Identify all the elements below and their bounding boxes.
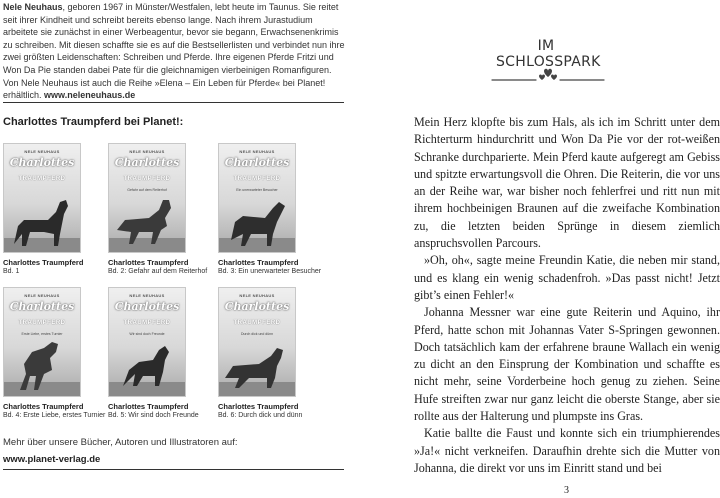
- bio-text: , geboren 1967 in Münster/Westfalen, lebt heute im Taunus. Sie reitet seit ihrer Kindheit und schreibt bereits ebenso lange. Nach ihrem Jurastudium arbeitete sie zunächst in einer Werbeagentur, bevor sie begann, Erwachsenenkrimis zu schreiben. Mit diesen schaffte sie es auf die Bestsellerlisten und verbindet nun ihre zwei größten Leidenschaften: Schreiben und Pferde. Ihre eigenen Pferde Fritzi und Won Da Pie standen dabei Pate für die gleichnamigen vierbeinigen Romanfiguren. Von Nele Neuhaus ist auch die Reihe »Elena – Ein Leben für Pferde« bei Planet! erhältlich.: [3, 2, 345, 101]
- book-subtitle: Bd. 2: Gefahr auf dem Reiterhof: [108, 268, 208, 275]
- paragraph: »Oh, oh«, sagte meine Freundin Katie, die neben mir stand, und es klang ein wenig schadenfroh. »Das passt nicht! Jetzt gibt’s einen Fehler!«: [414, 253, 720, 302]
- chapter-title: IM SCHLOSSPARK: [496, 38, 601, 70]
- cover-author: NELE NEUHAUS: [129, 293, 165, 298]
- book-title: Charlottes Traumpferd: [3, 402, 84, 411]
- cover-author: NELE NEUHAUS: [239, 149, 275, 154]
- book-cover: [3, 287, 81, 397]
- cover-volume: Wir sind doch Freunde: [129, 332, 165, 336]
- book-cover: [108, 143, 186, 253]
- divider-bottom: [3, 469, 344, 470]
- book-title: Charlottes Traumpferd: [218, 258, 299, 267]
- cover-author: NELE NEUHAUS: [129, 149, 165, 154]
- book-item[interactable]: [3, 287, 113, 420]
- page-number: 3: [564, 485, 569, 496]
- paragraph: Mein Herz klopfte bis zum Hals, als ich im Schritt unter dem Richterturm hindurchritt und Won Da Pie vor der rot-weißen Schranke durchparierte. Mein Pferd kaute aufgeregt am Gebiss und spitzte erwartungsvoll die Ohren. Die Reiterin, die vor uns an der Reihe war, war bisher noch fehlerfrei und ritt nun mit ihrem hochbeinigen Braunen auf die zweifache Kombination zu, die letzten beiden Sprünge in diesem ziemlich anspruchsvollen Parcours.: [414, 115, 720, 251]
- cover-subtitle: TRAUMPFERD: [233, 320, 281, 326]
- cover-subtitle: TRAUMPFERD: [233, 176, 281, 182]
- horse-illustration-icon: [4, 334, 80, 396]
- cover-title: Charlottes: [9, 156, 75, 169]
- paragraph: Katie ballte die Faust und konnte sich ein triumphierendes »Ja!« nicht verkneifen. Daraufhin drehte sich die Mutter von Johanna, die direkt vor uns im Einritt stand und bei: [414, 426, 720, 475]
- book-title: Charlottes Traumpferd: [218, 402, 299, 411]
- book-cover: [3, 143, 81, 253]
- book-subtitle: Bd. 4: Erste Liebe, erstes Turnier: [3, 412, 106, 419]
- cover-volume: Gefahr auf dem Reiterhof: [127, 188, 167, 192]
- book-cover: [218, 287, 296, 397]
- cover-title: Charlottes: [114, 300, 180, 313]
- book-subtitle: Bd. 6: Durch dick und dünn: [218, 412, 303, 419]
- cover-subtitle: TRAUMPFERD: [123, 176, 171, 182]
- chapter-body: [414, 114, 720, 477]
- cover-title: Charlottes: [224, 156, 290, 169]
- cover-author: NELE NEUHAUS: [24, 293, 60, 298]
- book-subtitle: Bd. 1: [3, 268, 20, 275]
- cover-title: Charlottes: [224, 300, 290, 313]
- book-item[interactable]: [108, 287, 218, 420]
- author-bio: [3, 1, 348, 102]
- book-title: Charlottes Traumpferd: [108, 258, 189, 267]
- cover-author: NELE NEUHAUS: [24, 149, 60, 154]
- book-cover: [218, 143, 296, 253]
- horse-illustration-icon: [219, 190, 295, 252]
- book-subtitle: Bd. 5: Wir sind doch Freunde: [108, 412, 199, 419]
- horse-illustration-icon: [219, 334, 295, 396]
- horse-illustration-icon: [4, 190, 80, 252]
- paragraph: Johanna Messner war eine gute Reiterin und Aquino, ihr Pferd, hatte schon mit Johannas Vater S-Springen gewonnen. Doch tatsächlich kam der erfahrene braune Wallach ein wenig zu dicht an den Einsprung der Kombination und schaffte es nicht mehr, seine Vorderbeine hoch genug zu ziehen. Seine Hufe streiften zwar nur ganz leicht die oberste Stange, aber sie rollte aus der Halterung und plumpste ins Gras.: [414, 305, 720, 424]
- cover-title: Charlottes: [114, 156, 180, 169]
- author-name: Nele Neuhaus: [3, 2, 63, 12]
- series-title: Charlottes Traumpferd bei Planet!:: [3, 116, 184, 128]
- book-item[interactable]: [218, 287, 328, 420]
- book-item[interactable]: [3, 143, 113, 276]
- right-page: [360, 0, 720, 498]
- cover-volume: Erste Liebe, erstes Turnier: [21, 332, 63, 336]
- cover-title: Charlottes: [9, 300, 75, 313]
- book-item[interactable]: [218, 143, 328, 276]
- horse-illustration-icon: [109, 190, 185, 252]
- publisher-website-link[interactable]: www.planet-verlag.de: [3, 454, 101, 465]
- cover-volume: Ein unerwarteter Besucher: [236, 188, 278, 192]
- cover-author: NELE NEUHAUS: [239, 293, 275, 298]
- more-info-text: Mehr über unsere Bücher, Autoren und Illustratoren auf:: [3, 437, 238, 448]
- cover-subtitle: TRAUMPFERD: [123, 320, 171, 326]
- horse-illustration-icon: [109, 334, 185, 396]
- cover-volume: Durch dick und dünn: [240, 332, 274, 336]
- divider-top: [3, 102, 344, 103]
- cover-subtitle: TRAUMPFERD: [18, 320, 66, 326]
- book-title: Charlottes Traumpferd: [108, 402, 189, 411]
- book-cover: [108, 287, 186, 397]
- cover-subtitle: TRAUMPFERD: [18, 176, 66, 182]
- book-subtitle: Bd. 3: Ein unerwarteter Besucher: [218, 268, 322, 275]
- book-title: Charlottes Traumpferd: [3, 258, 84, 267]
- hearts-ornament-icon: [490, 62, 606, 84]
- author-website[interactable]: www.neleneuhaus.de: [44, 90, 136, 101]
- book-item[interactable]: [108, 143, 218, 276]
